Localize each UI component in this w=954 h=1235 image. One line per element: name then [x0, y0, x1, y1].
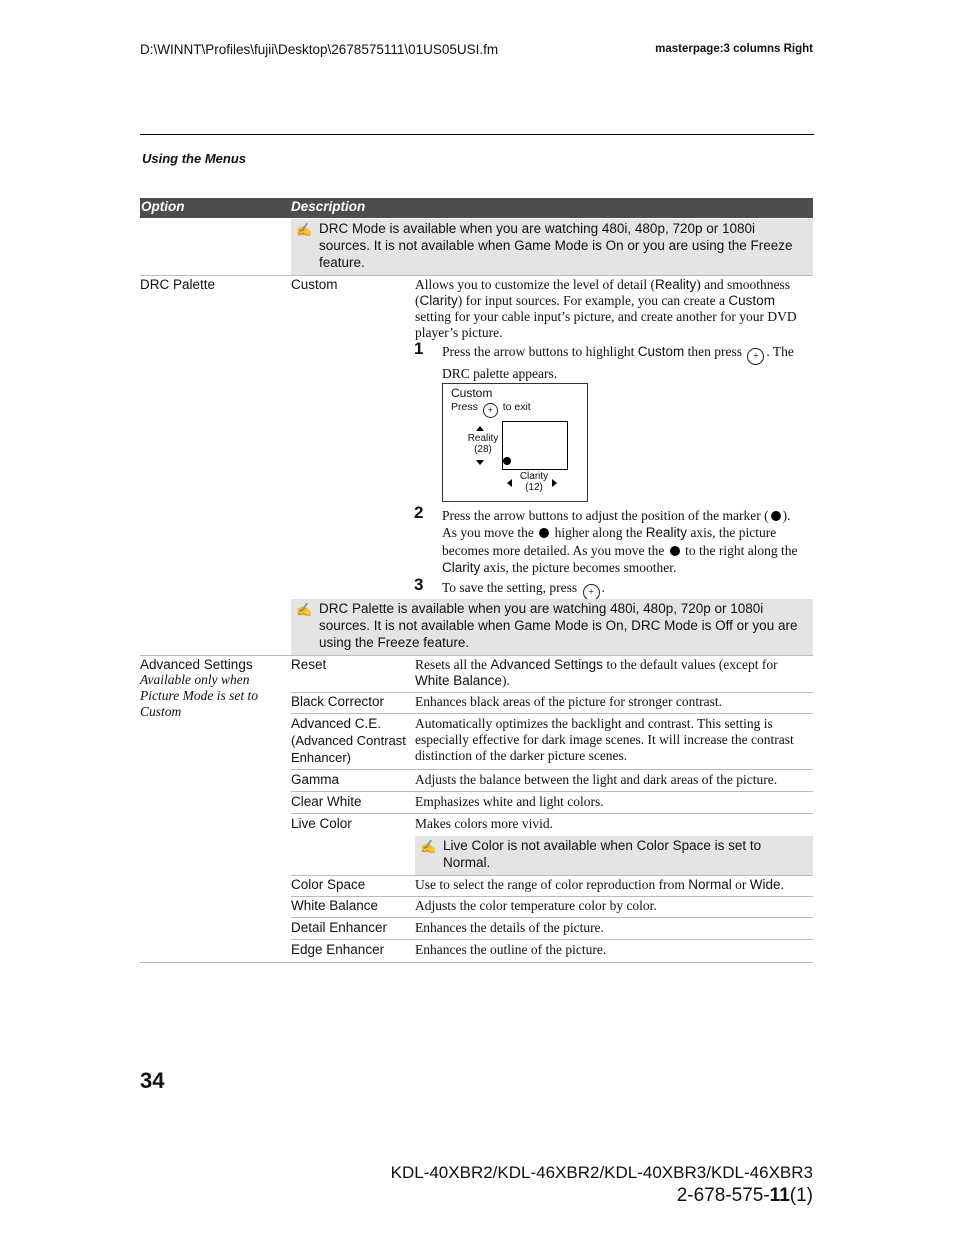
- note-drc-mode: [291, 219, 813, 275]
- live-color-description: Makes colors more vivid.: [415, 816, 553, 831]
- reality-axis-label: Reality (28): [467, 433, 499, 455]
- gamma-label: Gamma: [291, 772, 340, 787]
- arrow-down-icon: [476, 460, 484, 465]
- advanced-settings-note: Available only when Picture Mode is set to Custom: [140, 672, 258, 719]
- page-number: 34: [140, 1068, 165, 1093]
- step-2-number: 2: [414, 503, 424, 522]
- color-space-description: Use to select the range of color reproduction from Normal or Wide.: [415, 877, 784, 892]
- step-3-text: To save the setting, press + .: [442, 579, 802, 601]
- palette-title: Custom: [451, 386, 493, 400]
- section-title: Using the Menus: [142, 151, 247, 166]
- file-path: D:\WINNT\Profiles\fujii\Desktop\2678575111\01US05USI.fm: [140, 42, 499, 57]
- arrow-up-icon: [476, 426, 484, 431]
- pencil-note-icon: ✍: [296, 602, 313, 617]
- row-divider: [291, 769, 813, 770]
- sub-custom: Custom: [291, 277, 338, 292]
- arrow-right-icon: [552, 479, 557, 487]
- palette-instruction: Press + to exit: [451, 401, 531, 418]
- footer-code: 2-678-575-11(1): [676, 1185, 813, 1206]
- detail-enhancer-description: Enhances the details of the picture.: [415, 920, 604, 935]
- enter-button-icon: +: [747, 348, 764, 365]
- edge-enhancer-label: Edge Enhancer: [291, 942, 385, 957]
- live-color-label: Live Color: [291, 816, 352, 831]
- note-text: DRC Palette is available when you are watching 480i, 480p, 720p or 1080i sources. It is not available when Game Mode is On, DRC Mode is Off or you are using the Freeze feature.: [319, 601, 798, 650]
- advanced-ce-sub: (Advanced Contrast Enhancer): [291, 733, 406, 765]
- col-description-header: Description: [291, 199, 366, 214]
- row-divider: [291, 875, 813, 876]
- black-corrector-label: Black Corrector: [291, 694, 385, 709]
- white-balance-description: Adjusts the color temperature color by color.: [415, 898, 657, 913]
- palette-grid: [502, 421, 568, 470]
- enter-button-icon: +: [583, 584, 600, 601]
- advanced-ce-label: Advanced C.E.: [291, 716, 382, 731]
- note-text: DRC Mode is available when you are watching 480i, 480p, 720p or 1080i sources. It is not available when Game Mode is On or you are using the Freeze feature.: [319, 221, 793, 270]
- step-2-text: Press the arrow buttons to adjust the position of the marker ( ). As you move the higher along the Reality axis, the picture becomes more detailed. As you move the to the right along the Clarity axis, the picture becomes smoother.: [442, 508, 798, 575]
- option-drc-palette: DRC Palette: [140, 277, 216, 292]
- row-divider: [291, 939, 813, 940]
- step-1-number: 1: [414, 339, 424, 358]
- black-corrector-description: Enhances black areas of the picture for stronger contrast.: [415, 694, 722, 709]
- detail-enhancer-label: Detail Enhancer: [291, 920, 388, 935]
- header-rule: [140, 134, 814, 135]
- note-live-color: [415, 836, 813, 875]
- masterpage-label: masterpage:3 columns Right: [655, 43, 813, 55]
- clear-white-description: Emphasizes white and light colors.: [415, 794, 604, 809]
- note-text: Live Color is not available when Color Space is set to Normal.: [443, 838, 762, 870]
- col-option-header: Option: [141, 199, 185, 214]
- color-space-label: Color Space: [291, 877, 366, 892]
- table-bottom-rule: [140, 962, 813, 963]
- filled-circle-marker-icon: [539, 528, 549, 538]
- footer-models: KDL-40XBR2/KDL-46XBR2/KDL-40XBR3/KDL-46XBR3: [390, 1163, 813, 1182]
- reset-label: Reset: [291, 657, 327, 672]
- step-1-text: Press the arrow buttons to highlight Custom then press + . The DRC palette appears.: [442, 344, 794, 381]
- white-balance-label: White Balance: [291, 898, 379, 913]
- pencil-note-icon: ✍: [420, 839, 437, 854]
- row-divider: [291, 713, 813, 714]
- advanced-ce-description: Automatically optimizes the backlight and contrast. This setting is especially effective for dark image scenes. It will increase the contrast distinction of the darker picture scenes.: [415, 716, 794, 763]
- row-divider: [291, 813, 813, 814]
- row-divider: [291, 917, 813, 918]
- option-advanced-settings: Advanced Settings: [140, 657, 253, 672]
- arrow-left-icon: [507, 479, 512, 487]
- row-divider: [291, 791, 813, 792]
- edge-enhancer-description: Enhances the outline of the picture.: [415, 942, 607, 957]
- clear-white-label: Clear White: [291, 794, 362, 809]
- drc-palette-diagram: [442, 383, 588, 502]
- gamma-description: Adjusts the balance between the light and dark areas of the picture.: [415, 772, 778, 787]
- enter-button-icon: +: [483, 403, 498, 418]
- note-drc-palette: [291, 599, 813, 655]
- clarity-axis-label: Clarity (12): [519, 471, 549, 493]
- step-3-number: 3: [414, 575, 424, 594]
- pencil-note-icon: ✍: [296, 222, 313, 237]
- row-divider: [140, 275, 813, 276]
- table-header: [140, 198, 813, 218]
- filled-circle-marker-icon: [670, 546, 680, 556]
- palette-marker: [503, 457, 511, 465]
- filled-circle-marker-icon: [771, 511, 781, 521]
- reset-description: Resets all the Advanced Settings to the default values (except for White Balance).: [415, 657, 778, 688]
- drc-description: Allows you to customize the level of detail (Reality) and smoothness (Clarity) for input sources. For example, you can create a Custom setting for your cable input’s picture, and create another for your DVD player’s picture.: [415, 277, 797, 340]
